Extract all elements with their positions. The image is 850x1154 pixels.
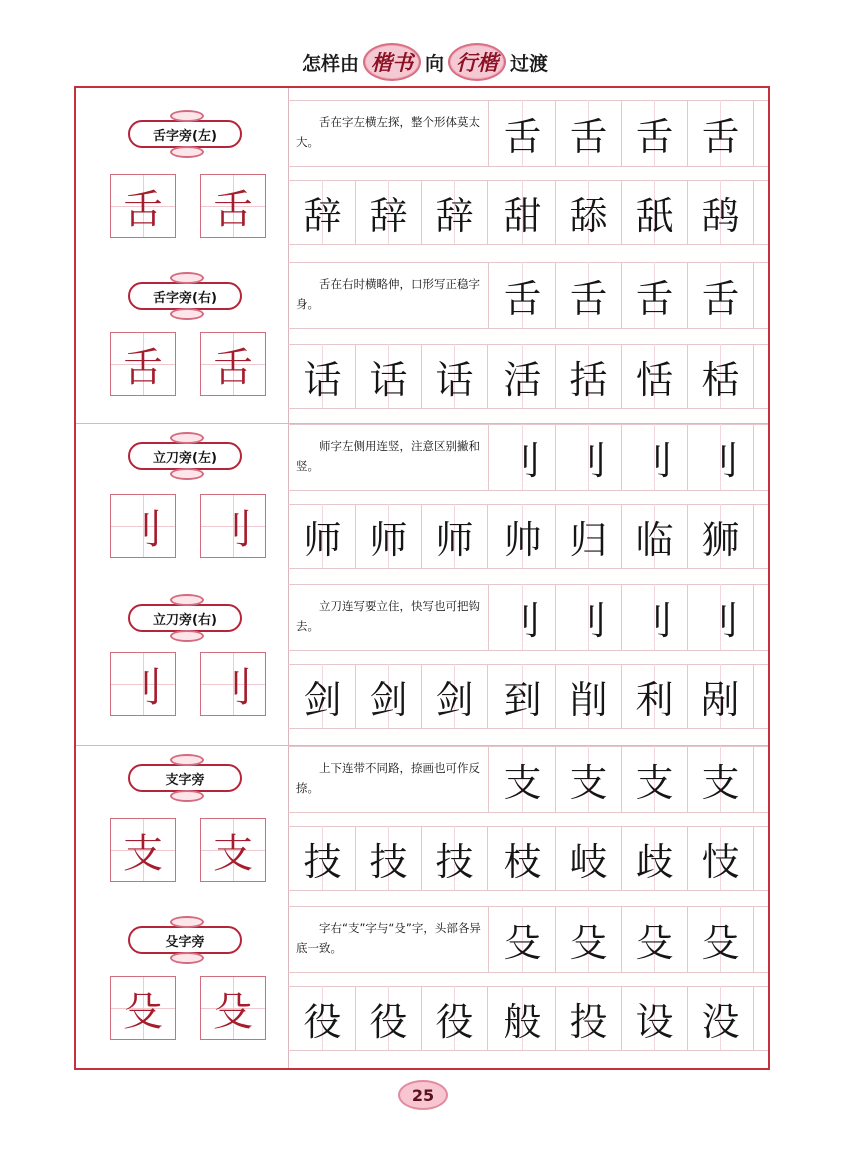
grid-row-line	[288, 490, 768, 491]
header-badge-kaishu: 楷书	[363, 43, 421, 81]
stroke-practice-cell: 舌	[688, 262, 754, 328]
stroke-practice-cell: 舌	[556, 262, 622, 328]
instruction-text: 上下连带不同路，捺画也可作反捺。	[296, 761, 480, 795]
header-badge-xingkai: 行楷	[448, 43, 506, 81]
word-practice-cell: 到	[490, 664, 556, 728]
radical-label: 立刀旁(左)	[153, 450, 217, 466]
grid-row-line	[288, 1050, 768, 1051]
word-practice-cell: 役	[290, 986, 356, 1050]
instruction-text: 舌在右时横略伸，口形写正稳字身。	[296, 277, 480, 311]
instruction-text: 师字左侧用连竖，注意区别撇和竖。	[296, 439, 480, 473]
word-practice-cell: 役	[422, 986, 488, 1050]
word-practice-cell: 辞	[290, 180, 356, 244]
sample-glyph-box: 支	[110, 818, 176, 882]
stroke-practice-cell: 殳	[688, 906, 754, 972]
sample-glyph-box: 舌	[110, 174, 176, 238]
page-number: 25	[398, 1080, 448, 1110]
word-practice-cell: 歧	[622, 826, 688, 890]
grid-column-line	[488, 424, 489, 490]
stroke-practice-cell: 舌	[622, 262, 688, 328]
stroke-practice-cell: 支	[490, 746, 556, 812]
radical-label: 殳字旁	[165, 934, 205, 950]
stroke-practice-cell: 殳	[622, 906, 688, 972]
grid-row-line	[288, 244, 768, 245]
grid-row-line	[288, 728, 768, 729]
grid-column-line	[488, 100, 489, 166]
stroke-practice-cell: 刂	[556, 584, 622, 650]
word-practice-cell: 剑	[356, 664, 422, 728]
word-practice-cell: 狮	[688, 504, 754, 568]
radical-label-badge	[128, 764, 242, 792]
stroke-practice-cell: 舌	[556, 100, 622, 166]
header-text-1: 怎样由	[301, 52, 359, 75]
page-header	[0, 40, 850, 84]
sample-glyph-box: 刂	[200, 494, 266, 558]
word-practice-cell: 师	[290, 504, 356, 568]
word-practice-cell: 技	[356, 826, 422, 890]
word-practice-cell: 话	[356, 344, 422, 408]
radical-label: 立刀旁(右)	[153, 612, 217, 628]
word-practice-cell: 忮	[688, 826, 754, 890]
word-practice-cell: 岐	[556, 826, 622, 890]
grid-row-line	[288, 812, 768, 813]
word-practice-cell: 投	[556, 986, 622, 1050]
radical-label: 支字旁	[165, 772, 205, 788]
instruction-text: 立刀连写要立住，快写也可把钩去。	[296, 599, 480, 633]
grid-row-line	[288, 408, 768, 409]
word-practice-cell: 般	[490, 986, 556, 1050]
word-practice-cell: 甜	[490, 180, 556, 244]
word-practice-cell: 技	[422, 826, 488, 890]
word-practice-cell: 话	[290, 344, 356, 408]
word-practice-cell: 师	[356, 504, 422, 568]
header-text-2: 向	[424, 52, 444, 75]
stroke-practice-cell: 刂	[688, 424, 754, 490]
grid-column-line	[488, 262, 489, 328]
radical-label: 舌字旁(左)	[153, 128, 217, 144]
sample-glyph-box: 殳	[110, 976, 176, 1040]
sample-glyph-box: 舌	[110, 332, 176, 396]
sample-glyph-box: 舌	[200, 332, 266, 396]
word-practice-cell: 辞	[422, 180, 488, 244]
radical-label-badge	[128, 282, 242, 310]
word-practice-cell: 话	[422, 344, 488, 408]
stroke-practice-cell: 刂	[490, 424, 556, 490]
word-practice-cell: 括	[556, 344, 622, 408]
word-practice-cell: 辞	[356, 180, 422, 244]
word-practice-cell: 恬	[622, 344, 688, 408]
radical-label-badge	[128, 604, 242, 632]
stroke-practice-cell: 支	[622, 746, 688, 812]
word-practice-cell: 技	[290, 826, 356, 890]
word-practice-cell: 削	[556, 664, 622, 728]
radical-label-badge	[128, 926, 242, 954]
word-practice-cell: 役	[356, 986, 422, 1050]
sample-glyph-box: 殳	[200, 976, 266, 1040]
word-practice-cell: 帅	[490, 504, 556, 568]
word-practice-cell: 剑	[422, 664, 488, 728]
stroke-practice-cell: 殳	[490, 906, 556, 972]
sample-glyph-box: 刂	[110, 494, 176, 558]
grid-row-line	[288, 568, 768, 569]
stroke-practice-cell: 舌	[688, 100, 754, 166]
sample-glyph-box: 舌	[200, 174, 266, 238]
stroke-practice-cell: 殳	[556, 906, 622, 972]
sample-glyph-box: 刂	[110, 652, 176, 716]
word-practice-cell: 鸹	[688, 180, 754, 244]
grid-row-line	[288, 166, 768, 167]
instruction-text: 舌在字左横左探，整个形体莫太大。	[296, 115, 480, 149]
word-practice-cell: 临	[622, 504, 688, 568]
sample-glyph-box: 刂	[200, 652, 266, 716]
word-practice-cell: 枝	[490, 826, 556, 890]
grid-row-line	[288, 328, 768, 329]
grid-column-line	[488, 906, 489, 972]
stroke-practice-cell: 舌	[490, 100, 556, 166]
stroke-practice-cell: 刂	[622, 584, 688, 650]
header-text-3: 过渡	[510, 52, 549, 75]
word-practice-cell: 剑	[290, 664, 356, 728]
word-practice-cell: 没	[688, 986, 754, 1050]
grid-column-line	[488, 584, 489, 650]
grid-row-line	[288, 890, 768, 891]
word-practice-cell: 栝	[688, 344, 754, 408]
word-practice-cell: 剐	[688, 664, 754, 728]
stroke-practice-cell: 舌	[490, 262, 556, 328]
grid-row-line	[288, 650, 768, 651]
sample-glyph-box: 支	[200, 818, 266, 882]
radical-label-badge	[128, 442, 242, 470]
grid-row-line	[288, 972, 768, 973]
word-practice-cell: 设	[622, 986, 688, 1050]
word-practice-cell: 师	[422, 504, 488, 568]
radical-label: 舌字旁(右)	[153, 290, 217, 306]
stroke-practice-cell: 刂	[622, 424, 688, 490]
word-practice-cell: 舔	[556, 180, 622, 244]
stroke-practice-cell: 刂	[556, 424, 622, 490]
word-practice-cell: 活	[490, 344, 556, 408]
stroke-practice-cell: 刂	[688, 584, 754, 650]
word-practice-cell: 舐	[622, 180, 688, 244]
word-practice-cell: 利	[622, 664, 688, 728]
radical-label-badge	[128, 120, 242, 148]
instruction-text: 字右“支”字与“殳”字，头部各异底一致。	[296, 921, 481, 955]
stroke-practice-cell: 支	[556, 746, 622, 812]
stroke-practice-cell: 刂	[490, 584, 556, 650]
stroke-practice-cell: 支	[688, 746, 754, 812]
word-practice-cell: 归	[556, 504, 622, 568]
stroke-practice-cell: 舌	[622, 100, 688, 166]
grid-column-line	[488, 746, 489, 812]
